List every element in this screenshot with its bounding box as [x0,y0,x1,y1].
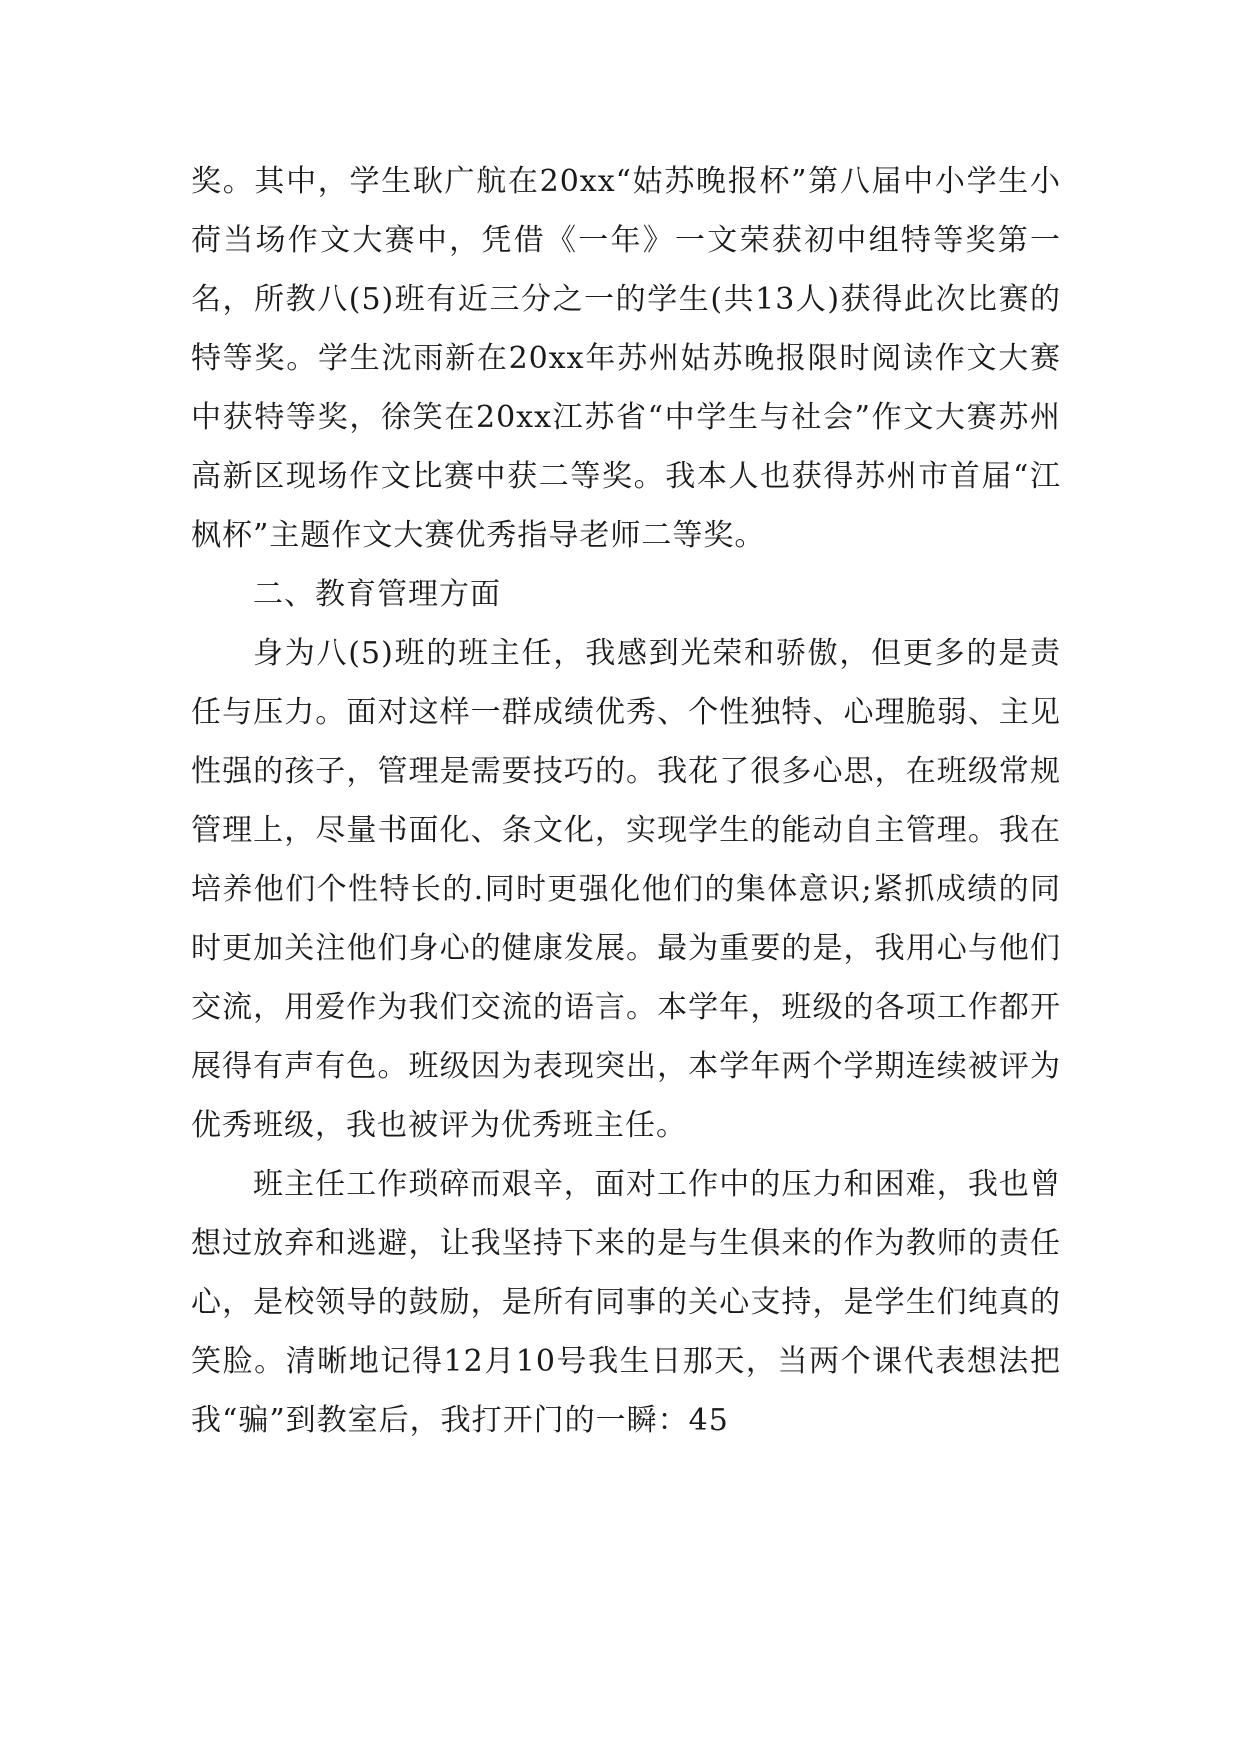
paragraph-class-teacher: 身为八(5)班的班主任，我感到光荣和骄傲，但更多的是责任与压力。面对这样一群成绩优秀、个性独特、心理脆弱、主见性强的孩子，管理是需要技巧的。我花了很多心思，在班级常规管理上，尽量书面化、条文化，实现学生的能动自主管理。我在培养他们个性特长的.同时更强化他们的集体意识;紧抓成绩的同时更加关注他们身心的健康发展。最为重要的是，我用心与他们交流，用爱作为我们交流的语言。本学年，班级的各项工作都开展得有声有色。班级因为表现突出，本学年两个学期连续被评为优秀班级，我也被评为优秀班主任。 [191,636,1061,1143]
paragraph-awards: 奖。其中，学生耿广航在20xx“姑苏晚报杯”第八届中小学生小荷当场作文大赛中，凭借《一年》一文荣获初中组特等奖第一名，所教八(5)班有近三分之一的学生(共13人)获得此次比赛的特等奖。学生沈雨新在20xx年苏州姑苏晚报限时阅读作文大赛中获特等奖，徐笑在20xx江苏省“中学生与社会”作文大赛苏州高新区现场作文比赛中获二等奖。我本人也获得苏州市首届“江枫杯”主题作文大赛优秀指导老师二等奖。 [191,164,1061,553]
paragraph-class-teacher-work: 班主任工作琐碎而艰辛，面对工作中的压力和困难，我也曾想过放弃和逃避，让我坚持下来的是与生俱来的作为教师的责任心，是校领导的鼓励，是所有同事的关心支持，是学生们纯真的笑脸。清晰地记得12月10号我生日那天，当两个课代表想法把我“骗”到教室后，我打开门的一瞬：45 [191,1167,1061,1438]
section-heading-education-management: 二、教育管理方面 [253,577,501,612]
document-body [191,152,1061,1450]
